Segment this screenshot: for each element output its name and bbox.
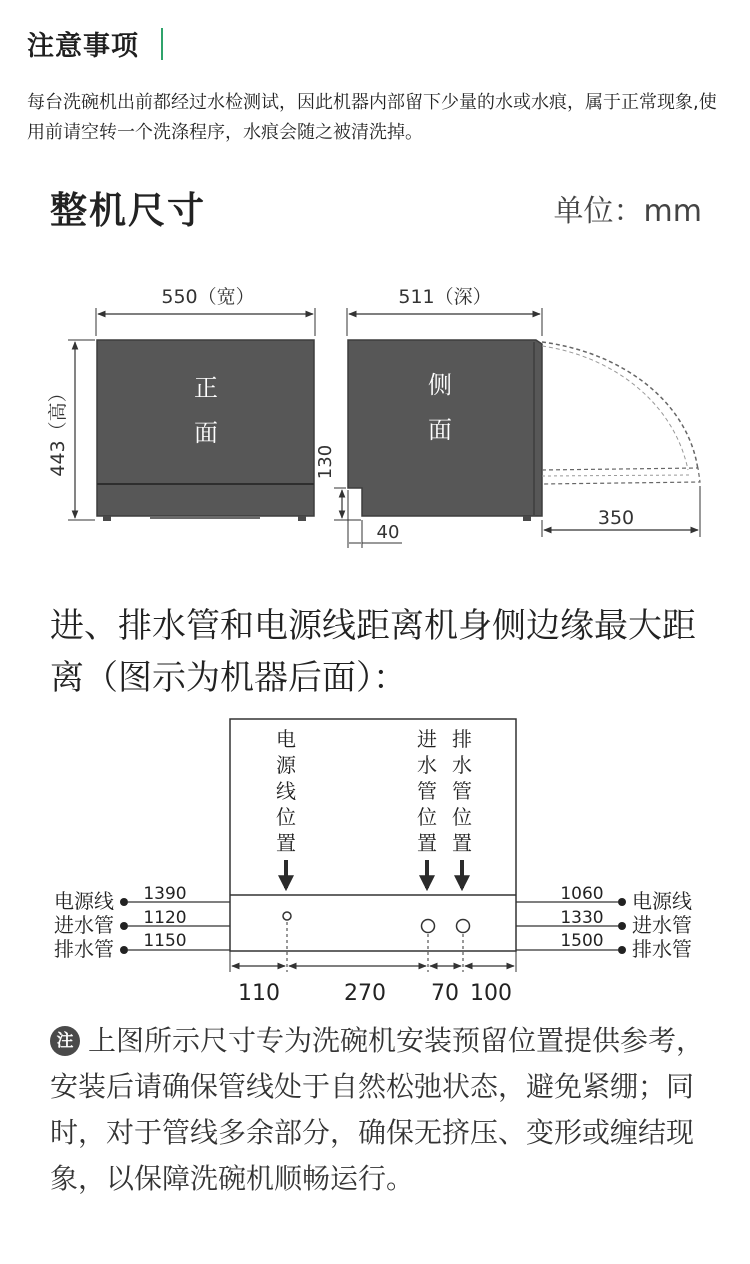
right-cable-list	[516, 884, 692, 961]
drain-port	[457, 920, 470, 933]
callout-inlet-char: 进	[417, 727, 437, 751]
dimensions-title: 整机尺寸	[50, 189, 206, 232]
right-cable-length: 1500	[560, 931, 604, 951]
callout-drain-char: 位	[452, 805, 472, 829]
right-cable-name: 进水管	[632, 913, 692, 937]
right-cable-name: 电源线	[632, 889, 692, 913]
callout-inlet-char: 置	[417, 831, 437, 855]
notice-body: 每台洗碗机出前都经过水检测试，因此机器内部留下少量的水或水痕，属于正常现象,使用前请空转一个洗涤程序，水痕会随之被清洗掉。	[27, 92, 717, 143]
bottom-dim: 270	[344, 981, 386, 1006]
left-cable-length: 1120	[143, 908, 187, 928]
left-cable-name: 排水管	[54, 937, 114, 961]
inlet-port	[422, 920, 435, 933]
right-cable-length: 1060	[560, 884, 604, 904]
left-cable-length: 1150	[143, 931, 187, 951]
callout-drain-char: 水	[452, 753, 472, 777]
rear-body	[230, 719, 516, 951]
callout-drain-char: 管	[452, 779, 472, 803]
callout-power-char: 线	[276, 779, 296, 803]
note-text: 上图所示尺寸专为洗碗机安装预留位置提供参考，安装后请确保管线处于自然松弛状态，避免紧绷；同时，对于管线多余部分，确保无挤压、变形或缠结现象，以保障洗碗机顺畅运行。	[50, 1024, 705, 1195]
pipes-title: 进、排水管和电源线距离机身侧边缘最大距离（图示为机器后面）：	[50, 606, 696, 698]
height-label: 443（高）	[47, 383, 69, 477]
callout-power-char: 位	[276, 805, 296, 829]
callout-inlet-char: 水	[417, 753, 437, 777]
door-open-label: 350	[597, 507, 635, 529]
bottom-dim: 70	[431, 981, 459, 1006]
depth-label: 511（深）	[398, 286, 492, 308]
installation-note	[50, 1018, 710, 1202]
notice-title: 注意事项	[27, 31, 139, 62]
width-label: 550（宽）	[161, 286, 255, 308]
front-label-1: 正	[194, 374, 218, 402]
callout-power-char: 电	[276, 727, 296, 751]
callout-power-char: 源	[276, 753, 296, 777]
bottom-dim: 100	[470, 981, 512, 1006]
left-cable-name: 进水管	[54, 913, 114, 937]
left-cable-list	[54, 884, 230, 961]
bottom-dim: 110	[238, 981, 280, 1006]
right-cable-name: 排水管	[632, 937, 692, 961]
note-badge: 注	[50, 1026, 80, 1056]
leg-height-label: 130	[315, 444, 336, 480]
left-cable-name: 电源线	[54, 889, 114, 913]
callout-power-char: 置	[276, 831, 296, 855]
front-label-2: 面	[194, 419, 218, 447]
right-cable-length: 1330	[560, 908, 604, 928]
callout-inlet-char: 位	[417, 805, 437, 829]
callout-drain-char: 排	[452, 727, 472, 751]
power-port	[283, 912, 291, 920]
left-cable-length: 1390	[143, 884, 187, 904]
side-label-1: 侧	[428, 371, 452, 399]
unit-label: 单位：mm	[553, 194, 702, 229]
side-label-2: 面	[428, 416, 452, 444]
callout-drain-char: 置	[452, 831, 472, 855]
callout-inlet-char: 管	[417, 779, 437, 803]
leg-offset-label: 40	[376, 522, 400, 543]
